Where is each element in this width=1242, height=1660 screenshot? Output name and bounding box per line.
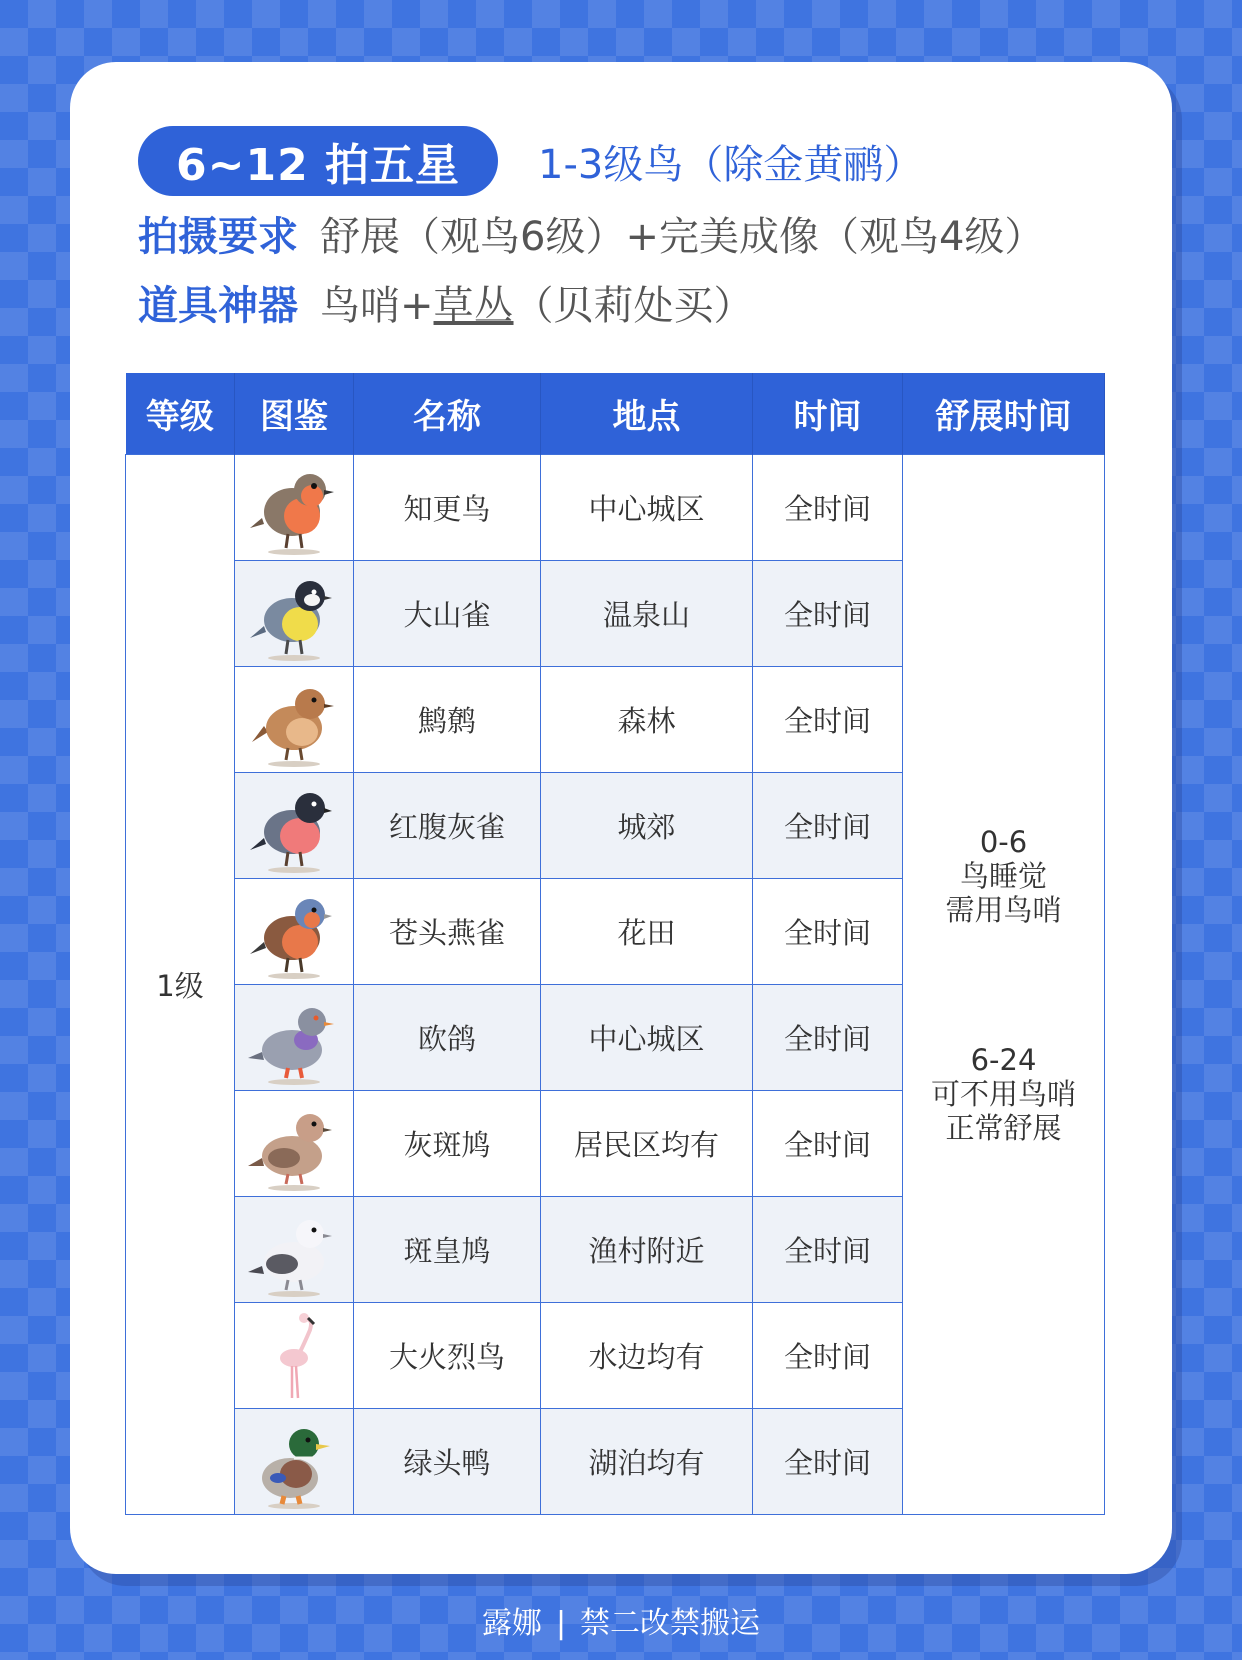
bird-picture-cell [235,455,354,561]
comfort-line: 正常舒展 [945,1110,1062,1145]
bird-location-cell: 湖泊均有 [541,1409,753,1515]
bird-table [125,373,1105,1515]
footer-author: 露娜 [481,1606,542,1641]
bird-picture-cell [235,1091,354,1197]
bird-location-cell: 城郊 [541,773,753,879]
bird-time-cell: 全时间 [753,561,903,667]
bird-name-cell: 斑皇鸠 [354,1197,541,1303]
bird-name-cell: 大火烈鸟 [354,1303,541,1409]
bird-picture-cell [235,667,354,773]
bird-location-cell: 中心城区 [541,985,753,1091]
bird-time-cell: 全时间 [753,1197,903,1303]
column-header-location: 地点 [541,373,753,455]
flamingo-icon [244,1306,344,1406]
table-row [126,455,1105,561]
tools-row [138,274,754,330]
bird-picture-cell [235,773,354,879]
bird-picture-cell [235,1409,354,1515]
shooting-requirement-row [138,205,1044,261]
robin-icon [244,458,344,558]
column-header-name: 名称 [354,373,541,455]
bird-picture-cell [235,985,354,1091]
tools-value-prefix: 鸟哨+ [320,282,434,329]
title-badge: 6~12 拍五星 [138,126,498,196]
bird-name-cell: 鹪鹩 [354,667,541,773]
bird-picture-cell [235,561,354,667]
tools-value-underlined: 草丛 [433,282,514,329]
footer-note: 禁二改禁搬运 [580,1606,761,1641]
title-subtitle: 1-3级鸟（除金黄鹂） [538,141,924,188]
bird-name-cell: 知更鸟 [354,455,541,561]
column-header-comfort-time: 舒展时间 [903,373,1105,455]
bird-name-cell: 红腹灰雀 [354,773,541,879]
tools-value-suffix: （贝莉处买） [513,282,754,329]
tools-label: 道具神器 [138,282,298,329]
bird-name-cell: 欧鸽 [354,985,541,1091]
bird-name-cell: 绿头鸭 [354,1409,541,1515]
footer [0,1598,1242,1642]
content-card [70,62,1172,1574]
bird-name-cell: 大山雀 [354,561,541,667]
bird-name-cell: 苍头燕雀 [354,879,541,985]
comfort-line: 需用鸟哨 [945,892,1062,927]
bird-location-cell: 森林 [541,667,753,773]
bird-location-cell: 中心城区 [541,455,753,561]
column-header-picture: 图鉴 [235,373,354,455]
comfort-line: 鸟睡觉 [959,858,1047,893]
footer-separator: | [555,1606,567,1641]
great-tit-icon [244,564,344,664]
title-row [138,126,923,196]
imperial-pigeon-icon [244,1200,344,1300]
shooting-requirement-label: 拍摄要求 [138,213,298,260]
column-header-time: 时间 [753,373,903,455]
bird-time-cell: 全时间 [753,879,903,985]
bird-name-cell: 灰斑鸠 [354,1091,541,1197]
mallard-icon [244,1412,344,1512]
bird-time-cell: 全时间 [753,773,903,879]
bird-picture-cell [235,1303,354,1409]
wren-icon [244,670,344,770]
bird-picture-cell [235,1197,354,1303]
bird-time-cell: 全时间 [753,667,903,773]
bird-location-cell: 居民区均有 [541,1091,753,1197]
bird-location-cell: 花田 [541,879,753,985]
comfort-line: 可不用鸟哨 [930,1076,1076,1111]
chaffinch-icon [244,882,344,982]
bird-time-cell: 全时间 [753,1091,903,1197]
shooting-requirement-value: 舒展（观鸟6级）+完美成像（观鸟4级） [320,213,1045,260]
bird-time-cell: 全时间 [753,455,903,561]
bird-location-cell: 水边均有 [541,1303,753,1409]
stock-dove-icon [244,988,344,1088]
bird-location-cell: 温泉山 [541,561,753,667]
comfort-spacer [903,927,1104,1043]
level-cell: 1级 [126,455,235,1515]
bird-time-cell: 全时间 [753,1303,903,1409]
comfort-line: 6-24 [970,1042,1037,1077]
bird-time-cell: 全时间 [753,1409,903,1515]
collared-dove-icon [244,1094,344,1194]
table-header-row [126,373,1105,455]
tools-value [320,274,754,331]
comfort-time-cell [903,455,1105,1515]
bullfinch-icon [244,776,344,876]
column-header-level: 等级 [126,373,235,455]
bird-time-cell: 全时间 [753,985,903,1091]
bird-picture-cell [235,879,354,985]
bird-location-cell: 渔村附近 [541,1197,753,1303]
comfort-line: 0-6 [979,824,1028,859]
